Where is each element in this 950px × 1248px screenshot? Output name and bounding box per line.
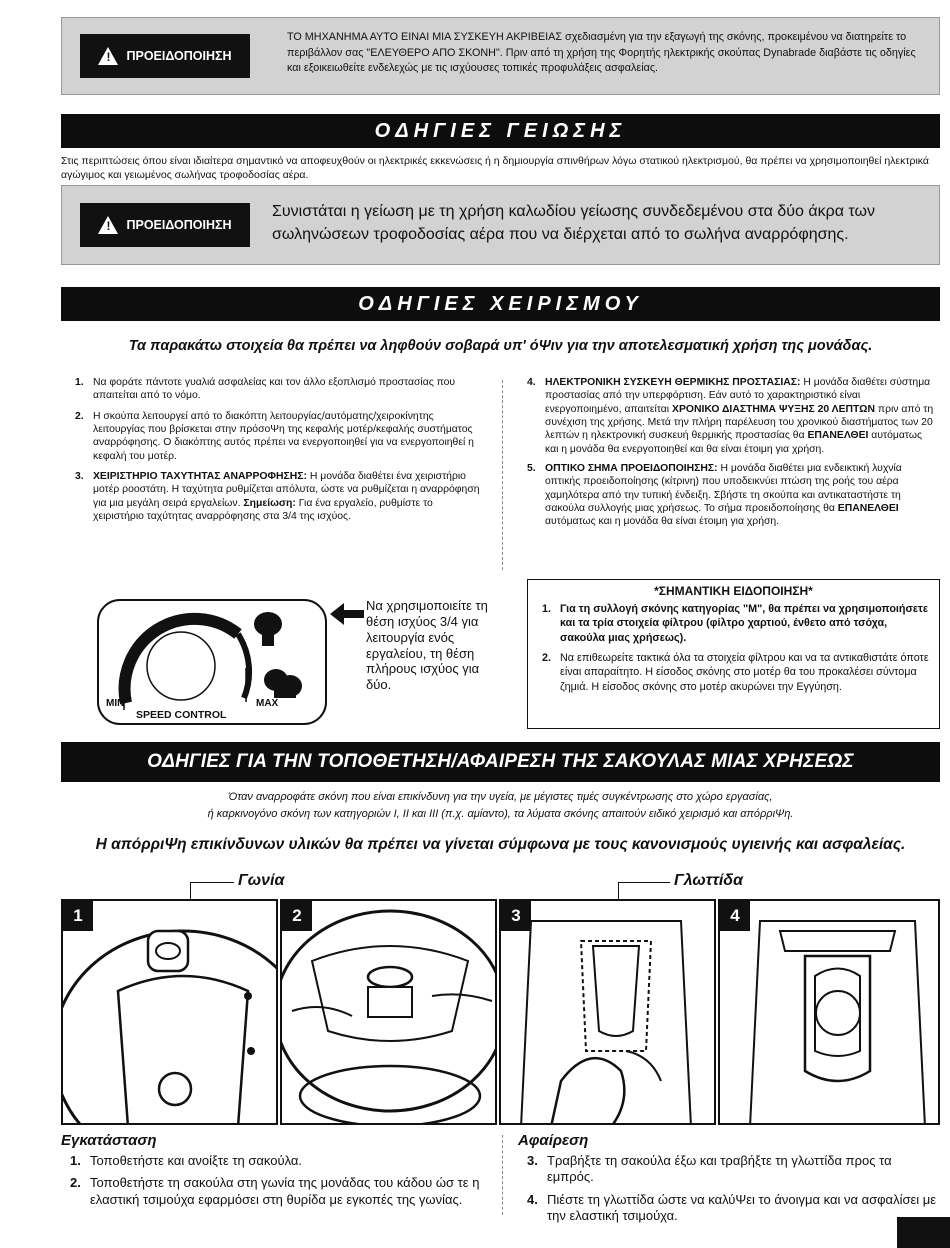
- operation-item: 3. ΧΕΙΡΙΣΤΗΡΙΟ ΤΑΧΥΤΗΤΑΣ ΑΝΑΡΡΟΦΗΣΗΣ: Η μονάδα διαθέτει ένα χειριστήριο μοτέρ ροοστάτη. Η ταχύτητα ρυθμίζεται απόλυτα, ώστε να ρυθμίζεται η αναρρόφηση για μια μεγάλη σειρά εργαλείων. Σημείωση: Για ένα εργαλείο, ρυθμίστε το χειριστήριο ταχύτητας αναρρόφησης στα 3/4 της ισχύος.: [75, 470, 480, 522]
- bottom-divider: [502, 1135, 503, 1215]
- notice-item: 2. Να επιθεωρείτε τακτικά όλα τα στοιχεία φίλτρου και να τα αντικαθιστάτε όποτε είναι απαραίτητο. Η είσοδος σκόνης στο μοτέρ θα του προκαλέσει σύντομα ζημιά. Η είσοδος σκόνης στο μοτέρ ακυρώνει την Εγγύηση.: [542, 652, 929, 693]
- bag-install-illustration: [63, 901, 278, 1125]
- install-heading: Εγκατάσταση: [61, 1132, 157, 1149]
- dial-max-label: MAX: [256, 698, 279, 709]
- removal-steps: [527, 1153, 937, 1230]
- warning-intro-text: ΤΟ ΜΗΧΑΝΗΜΑ ΑΥΤΟ ΕΙΝΑΙ ΜΙΑ ΣΥΣΚΕΥΗ ΑΚΡΙΒΕΙΑΣ σχεδιασμένη για την εξαγωγή της σκόνης, προκειμένου να διατηρείτε το περιβάλλον σας "ΕΛΕΥΘΕΡΟ ΑΠΟ ΣΚΟΝΗ". Πριν από τη χρήση της Φορητής ηλεκτρικής σκούπας Dynabrade διαβάστε τις οδηγίες και εξοικειωθείτε ενδελεχώς με τις ισχύουσες τοπικές προφυλάξεις ασφαλείας.: [287, 31, 916, 75]
- operation-list-right: [527, 376, 937, 534]
- warning-badge: [80, 203, 250, 247]
- tab-label: Γλωττίδα: [674, 872, 743, 889]
- warning-triangle-icon: [98, 47, 118, 65]
- step-panel-1: [61, 899, 278, 1125]
- warning-box-intro: [61, 17, 940, 95]
- notice-title: *ΣΗΜΑΝΤΙΚΗ ΕΙΔΟΠΟΙΗΣΗ*: [654, 584, 813, 598]
- warning-triangle-icon: [98, 216, 118, 234]
- removal-step: 4. Πιέστε τη γλωττίδα ώστε να καλύΨει το άνοιγμα και να ασφαλίσει με την ελαστική τσιμούχα.: [527, 1191, 937, 1223]
- bag-title: ΟΔΗΓΙΕΣ ΓΙΑ ΤΗΝ ΤΟΠΟΘΕΤΗΣΗ/ΑΦΑΙΡΕΣΗ ΤΗΣ ΣΑΚΟΥΛΑΣ ΜΙΑΣ ΧΡΗΣΕΩΣ: [61, 742, 940, 782]
- important-notice: [527, 579, 940, 729]
- grounding-text: Στις περιπτώσεις όπου είναι ιδιαίτερα σημαντικό να αποφευχθούν οι ηλεκτρικές εκκενώσεις ή η δημιουργία σπινθήρων λόγω στατικού ηλεκτρισμού, θα πρέπει να χρησιμοποιηθεί ηλεκτρικά αγώγιμος και γειωμένος σωλήνας τροφοδοσίας αέρα.: [61, 155, 929, 182]
- operation-title: ΟΔΗΓΙΕΣ ΧΕΙΡΙΣΜΟΥ: [61, 287, 940, 321]
- corner-leader-line: [190, 882, 234, 883]
- notice-item: 1. Για τη συλλογή σκόνης κατηγορίας "M", θα πρέπει να χρησιμοποιήσετε και τα τρία στοιχεία φίλτρου (φίλτρο χαρτιού, ένθετο από τσόχα, σακούλα μιας χρήσεως).: [542, 603, 928, 644]
- page-corner-tab: [897, 1217, 950, 1248]
- operation-item: 5. ΟΠΤΙΚΟ ΣΗΜΑ ΠΡΟΕΙΔΟΠΟΙΗΣΗΣ: Η μονάδα διαθέτει μια ενδεικτική λυχνία οπτικής προειδοποίησης (κίτρινη) που υποδεικνύει πτώση της ροής του αέρα χαμηλότερα από την τυπική ένδειξη. Σβήστε τη σκούπα και αντικαταστήστε τη σακούλα συλλογής μιας χρήσεως. Το σήμα προειδοποίησης θα ΕΠΑΝΕΛΘΕΙ αυτόματως και η μονάδα θα είναι έτοιμη για χρήση.: [527, 462, 902, 528]
- removal-step: 3. Τραβήξτε τη σακούλα έξω και τραβήξτε τη γλωττίδα προς τα εμπρός.: [527, 1153, 892, 1185]
- warning-label: ΠΡΟΕΙΔΟΠΟΙΗΣΗ: [126, 218, 232, 232]
- grounding-title: ΟΔΗΓΙΕΣ ΓΕΙΩΣΗΣ: [61, 114, 940, 148]
- operation-subtitle: Τα παρακάτω στοιχεία θα πρέπει να ληφθούν σοβαρά υπ' όΨιν για την αποτελεσματική χρήση της μονάδας.: [128, 338, 873, 354]
- panel-number: 3: [501, 901, 531, 931]
- dial-caption: SPEED CONTROL: [136, 709, 227, 721]
- step-panel-2: [280, 899, 497, 1125]
- tab-leader-line: [618, 882, 670, 883]
- panel-number: 4: [720, 901, 750, 931]
- warning-badge: [80, 34, 250, 78]
- install-step: 2. Τοποθετήστε τη σακούλα στη γωνία της μονάδας του κάδου ώσ τε η ελαστική τσιμούχα εφαρμόσει στη θυρίδα με εγκοπές της γωνίας.: [70, 1175, 480, 1207]
- column-divider: [502, 380, 503, 570]
- step-panel-3: [499, 899, 716, 1125]
- panel-number: 2: [282, 901, 312, 931]
- step-panel-4: [718, 899, 940, 1125]
- arrow-left-icon: [330, 603, 364, 625]
- warning-label: ΠΡΟΕΙΔΟΠΟΙΗΣΗ: [126, 49, 232, 63]
- notice-items: [528, 598, 939, 694]
- panel-number: 1: [63, 901, 93, 931]
- bag-seal-illustration: [282, 901, 497, 1125]
- corner-label: Γωνία: [238, 872, 285, 889]
- grounding-warning-text: Συνιστάται η γείωση με τη χρήση καλωδίου γείωσης συνδεδεμένου στα δύο άκρα των σωληνώσεων τροφοδοσίας αέρα που να διέρχεται από το σωλήνα αναρρόφησης.: [272, 203, 875, 244]
- warning-box-grounding: [61, 185, 940, 265]
- bag-close-illustration: [720, 901, 940, 1125]
- install-step: 1. Τοποθετήστε και ανοίξτε τη σακούλα.: [70, 1153, 303, 1168]
- speed-control-diagram: [96, 598, 328, 726]
- bag-intro-line2: ή καρκινογόνο σκόνη των κατηγοριών I, II και III (π.χ. αμίαντο), τα λύματα σκόνης απαιτούν ειδικό χειρισμό και απόρριΨη.: [207, 808, 794, 820]
- bag-intro-line1: Όταν αναρροφάτε σκόνη που είναι επικίνδυνη για την υγεία, με μέγιστες τιμές συγκέντρωσης στο χώρο εργασίας,: [228, 791, 773, 803]
- operation-item: 4. ΗΛΕΚΤΡΟΝΙΚΗ ΣΥΣΚΕΥΗ ΘΕΡΜΙΚΗΣ ΠΡΟΣΤΑΣΙΑΣ: Η μονάδα διαθέτει σύστημα προστασίας από την υπερφόρτιση. Εάν αυτό το χαρακτηριστικό είναι ενεργοποιημένο, απαιτείται ΧΡΟΝΙΚΟ ΔΙΑΣΤΗΜΑ ΨΥΞΗΣ 20 ΛΕΠΤΩΝ πριν από τη συνέχιση της χρήσης. Μετά την πλήρη παρέλευση του χρονικού διαστήματος των 20 λεπτών η ηλεκτρονική συσκευή θερμικής προστασίας θα ΕΠΑΝΕΛΘΕΙ αυτόματως και η μονάδα θα ενεργοποιηθεί και θα είναι έτοιμη για χρήση.: [527, 377, 934, 455]
- dial-min-label: MIN: [106, 698, 125, 709]
- bag-pull-illustration: [501, 901, 716, 1125]
- removal-heading: Αφαίρεση: [518, 1132, 589, 1149]
- speed-dial-graphic: [96, 598, 328, 726]
- operation-item: 1. Να φοράτε πάντοτε γυαλιά ασφαλείας και τον άλλο εξοπλισμό προστασίας που απαιτείται από το νόμο.: [75, 377, 456, 402]
- operation-list-left: [75, 376, 485, 529]
- install-steps: [70, 1153, 490, 1214]
- operation-item: 2. Η σκούπα λειτουργεί από το διακόπτη λειτουργίας/αυτόματης/χειροκίνητης λειτουργίας που βρίσκεται στην πρόσοΨη της κεφαλής μοτέρ/κεφαλής συστήματος αναρρόφησης. Ο διακόπτης αυτός πρέπει να ενεργοποιηθεί για να ενεργοποιηθεί η κεφαλή του μοτέρ.: [75, 410, 474, 462]
- disposal-note: Η απόρριΨη επικίνδυνων υλικών θα πρέπει να γίνεται σύμφωνα με τους κανονισμούς υγιεινής και ασφαλείας.: [95, 836, 906, 853]
- dial-note: Να χρησιμοποιείτε τη θέση ισχύος 3/4 για λειτουργία ενός εργαλείου, τη θέση πλήρους ισχύος για δύο.: [366, 598, 488, 693]
